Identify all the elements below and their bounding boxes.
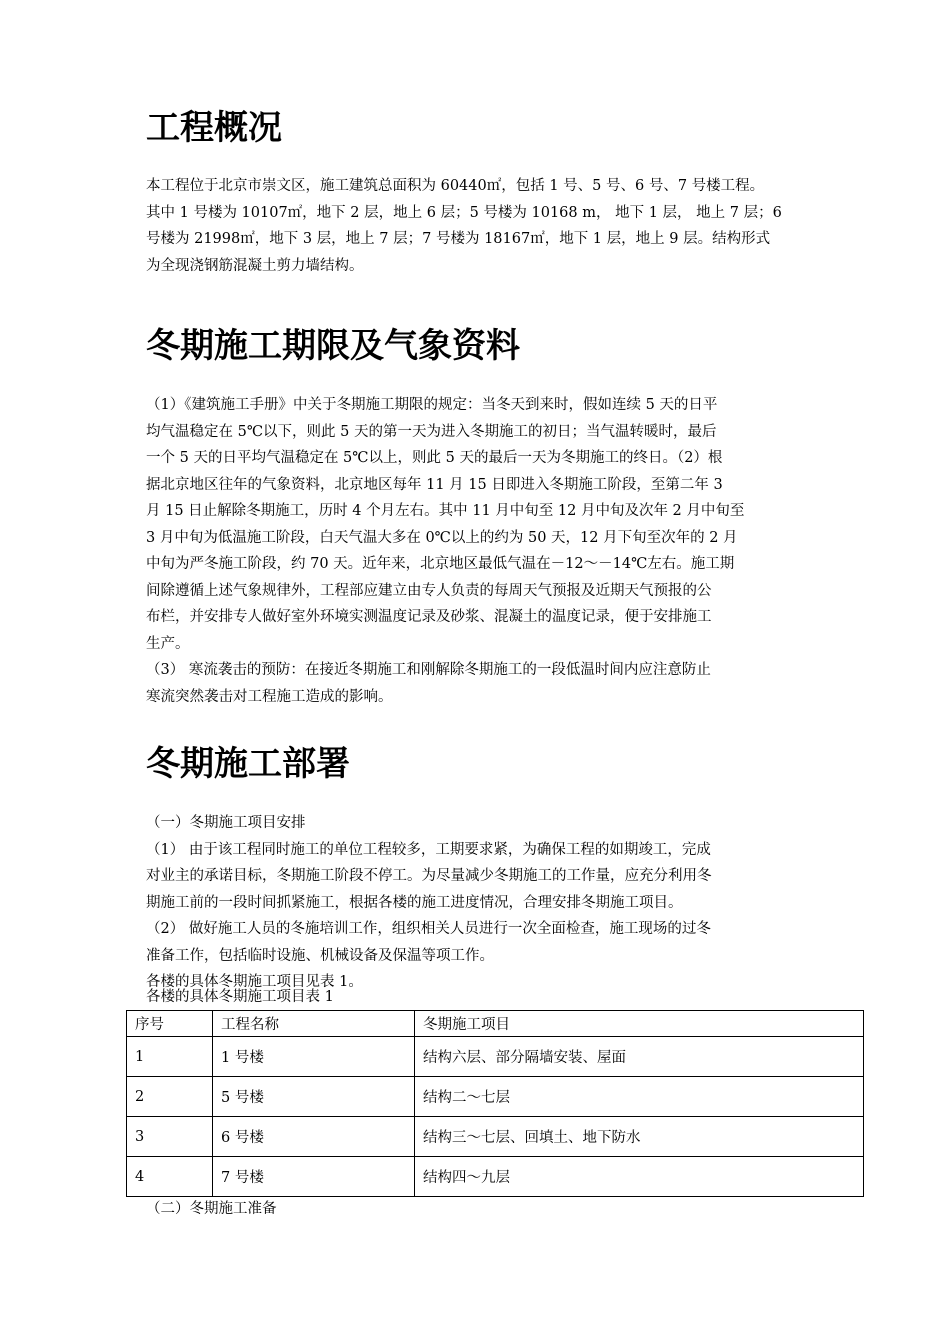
text-line: 间除遵循上述气象规律外，工程部应建立由专人负责的每周天气预报及近期天气预报的公 (146, 582, 712, 599)
cell-winter-items: 结构六层、部分隔墙安装、屋面 (415, 1037, 864, 1077)
table-row (127, 1077, 864, 1117)
section-heading-overview: 工程概况 (146, 108, 282, 148)
text-line: 各楼的具体冬期施工项目见表 1。 (146, 974, 363, 990)
paragraph-winter-period (146, 392, 814, 710)
header-winter-items: 冬期施工项目 (415, 1011, 864, 1037)
text-line: 月 15 日止解除冬期施工，历时 4 个月左右。其中 11 月中旬至 12 月中旬及次年 2 月中旬至 (146, 503, 745, 519)
paragraph-overview (146, 173, 814, 279)
text-line: 一个 5 天的日平均气温稳定在 5℃以上，则此 5 天的最后一天为冬期施工的终日。（2）根 (146, 450, 723, 466)
text-line: 期施工前的一段时间抓紧施工，根据各楼的施工进度情况，合理安排冬期施工项目。 (146, 894, 683, 911)
section-heading-winter-period: 冬期施工期限及气象资料 (146, 326, 520, 366)
text-line: 对业主的承诺目标，冬期施工阶段不停工。为尽量减少冬期施工的工作量，应充分利用冬 (146, 868, 712, 884)
text-line: 布栏，并安排专人做好室外环境实测温度记录及砂浆、混凝土的温度记录，便于安排施工 (146, 609, 712, 625)
cell-winter-items: 结构二～七层 (415, 1077, 864, 1117)
cell-index: 4 (127, 1157, 213, 1197)
text-line: 中旬为严冬施工阶段，约 70 天。近年来，北京地区最低气温在－12～－14℃左右。施工期 (146, 556, 735, 572)
cell-index: 2 (127, 1077, 213, 1117)
text-line: 号楼为 21998㎡，地下 3 层，地上 7 层；7 号楼为 18167㎡，地下 1 层，地上 9 层。结构形式 (146, 231, 771, 247)
table-row (127, 1157, 864, 1197)
paragraph-deployment (146, 810, 814, 996)
text-line: （1） 由于该工程同时施工的单位工程较多，工期要求紧，为确保工程的如期竣工，完成 (146, 841, 711, 858)
text-line: （1）《建筑施工手册》中关于冬期施工期限的规定：当冬天到来时，假如连续 5 天的日平 (146, 397, 718, 413)
text-line: （3） 寒流袭击的预防：在接近冬期施工和刚解除冬期施工的一段低温时间内应注意防止 (146, 662, 711, 678)
text-line: （2） 做好施工人员的冬施培训工作，组织相关人员进行一次全面检查，施工现场的过冬 (146, 921, 711, 937)
text-line: 生产。 (146, 635, 190, 652)
cell-index: 1 (127, 1037, 213, 1077)
cell-winter-items: 结构三～七层、回填土、地下防水 (415, 1117, 864, 1157)
text-line: （一）冬期施工项目安排 (146, 815, 306, 831)
subsection-heading-preparation: （二）冬期施工准备 (146, 1201, 277, 1217)
text-line: 寒流突然袭击对工程施工造成的影响。 (146, 688, 393, 705)
cell-index: 3 (127, 1117, 213, 1157)
header-project-name: 工程名称 (213, 1011, 415, 1037)
table-row (127, 1037, 864, 1077)
text-line: 据北京地区往年的气象资料，北京地区每年 11 月 15 日即进入冬期施工阶段，至第二年 3 (146, 476, 723, 493)
text-line: 均气温稳定在 5℃以下，则此 5 天的第一天为进入冬期施工的初日；当气温转暖时，最后 (146, 423, 717, 440)
table-row (127, 1117, 864, 1157)
table-caption: 各楼的具体冬期施工项目表 1 (146, 989, 334, 1005)
winter-project-table (126, 1010, 864, 1197)
cell-winter-items: 结构四～九层 (415, 1157, 864, 1197)
section-heading-deployment: 冬期施工部署 (146, 744, 350, 784)
cell-project-name: 7 号楼 (213, 1157, 415, 1197)
table-header-row (127, 1011, 864, 1037)
cell-project-name: 1 号楼 (213, 1037, 415, 1077)
header-index: 序号 (127, 1011, 213, 1037)
text-line: 为全现浇钢筋混凝土剪力墙结构。 (146, 257, 364, 274)
cell-project-name: 6 号楼 (213, 1117, 415, 1157)
text-line: 本工程位于北京市崇文区，施工建筑总面积为 60440㎡，包括 1 号、5 号、6 号、7 号楼工程。 (146, 178, 765, 194)
text-line: 其中 1 号楼为 10107㎡，地下 2 层，地上 6 层；5 号楼为 10168 m， 地下 1 层， 地上 7 层；6 (146, 204, 782, 221)
text-line: 3 月中旬为低温施工阶段，白天气温大多在 0℃以上的约为 50 天，12 月下旬至次年的 2 月 (146, 529, 738, 546)
text-line: 准备工作，包括临时设施、机械设备及保温等项工作。 (146, 947, 494, 964)
cell-project-name: 5 号楼 (213, 1077, 415, 1117)
